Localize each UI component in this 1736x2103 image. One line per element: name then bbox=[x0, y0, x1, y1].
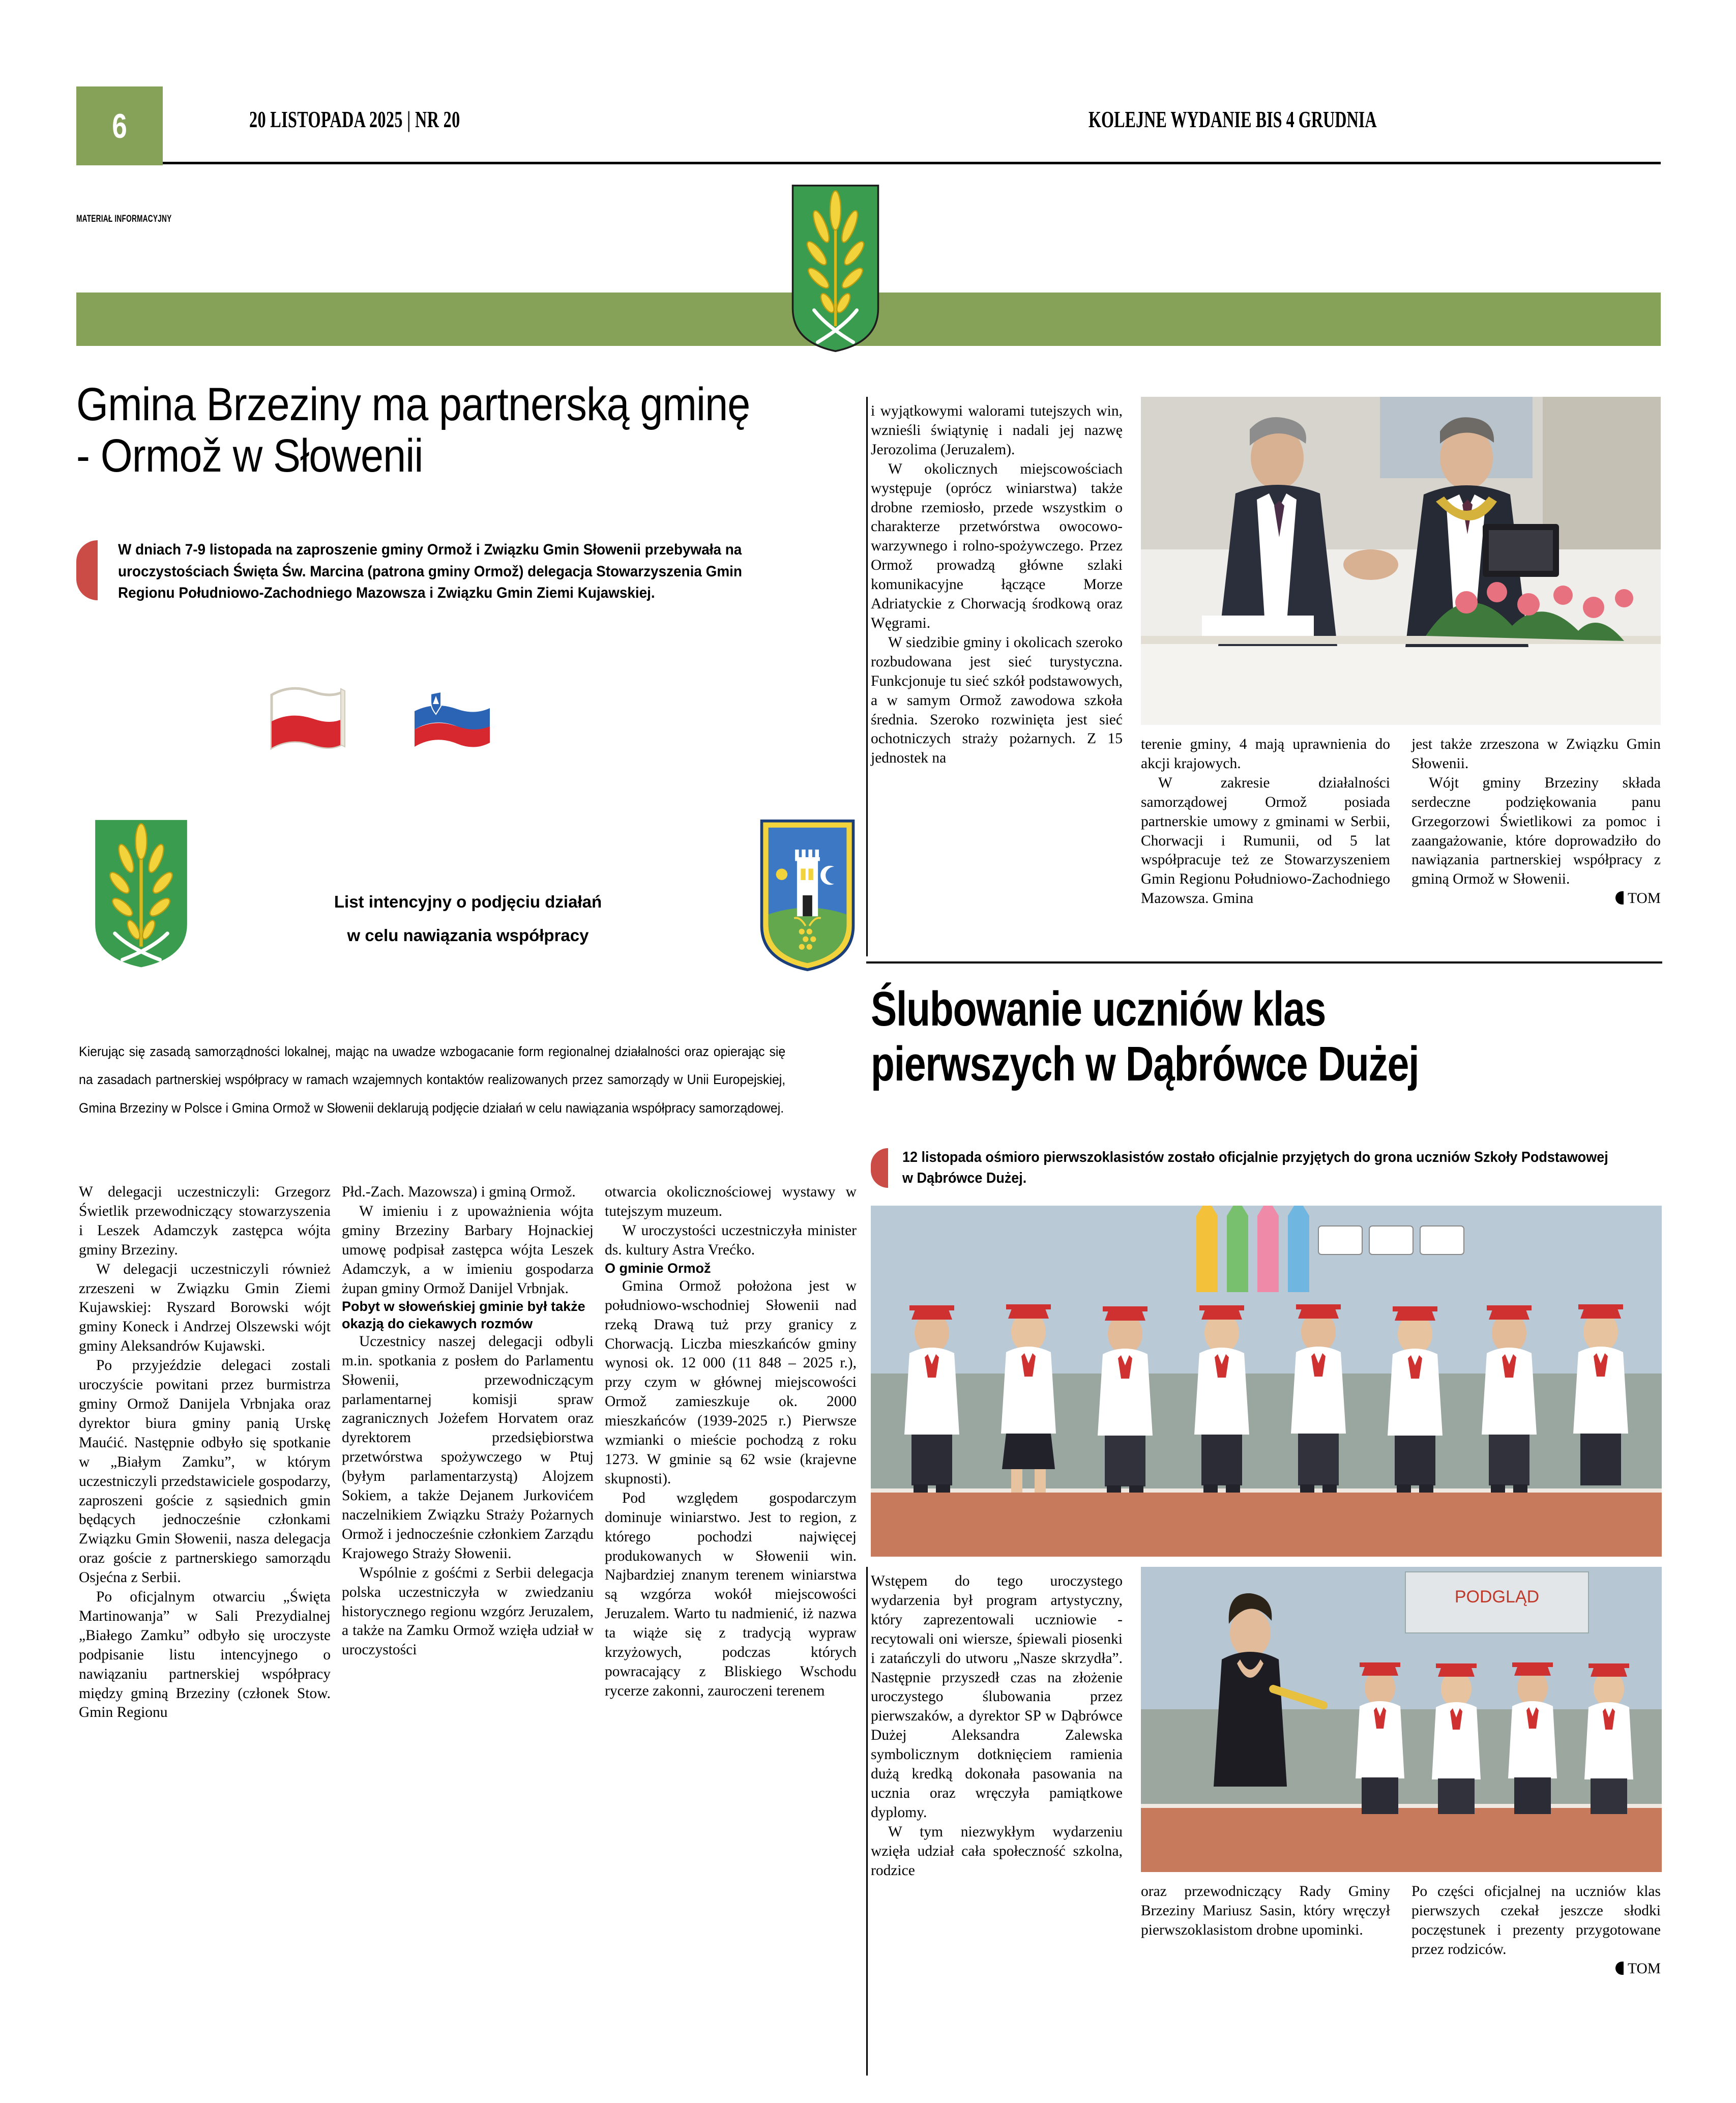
paragraph: Wspólnie z gośćmi z Serbii delegacja polska uczestniczyła w zwiedzaniu historycznego regionu wzgórz Jeruzalem, a także na Zamku Ormož wzięła udział w uroczystości bbox=[342, 1564, 594, 1658]
byline-text: TOM bbox=[1627, 1960, 1661, 1977]
article1-byline bbox=[1411, 889, 1661, 909]
article1-column-3 bbox=[605, 1183, 857, 2068]
paragraph: oraz przewodniczący Rady Gminy Brzeziny Mariusz Sasin, który wręczył pierwszoklasistom drobne upominki. bbox=[1141, 1883, 1390, 1938]
article2-headline-line2: pierwszych w Dąbrówce Dużej bbox=[871, 1036, 1419, 1091]
article2-byline bbox=[1411, 1960, 1661, 1979]
paragraph: Po przyjeździe delegaci zostali uroczyście powitani przez burmistrza gminy Ormož Danijela Vrbnjaka oraz dyrektor biura gminy panią Urskę Maućić. Następnie odbyło się spotkanie w „Białym Zamku”, w którym uczestniczyli przedstawiciele gospodarzy, zaproszeni goście z sąsiednich gmin będących jednocześnie członkami Związku Gmin Słowenii, nasza delegacja oraz goście z partnerskiego samorządu Osjećna z Serbii. bbox=[79, 1357, 331, 1586]
banner-word-gmina: GMINA bbox=[554, 11, 708, 42]
flags-row bbox=[264, 677, 621, 804]
paragraph: W delegacji uczestniczyli również zrzeszeni w Związku Gmin Ziemi Kujawskiej: Ryszard Borowski wójt gminy Koneck i Andrzej Olszewski wójt gminy Aleksandrów Kujawski. bbox=[79, 1261, 331, 1355]
byline-text: TOM bbox=[1627, 890, 1661, 907]
article2-lead bbox=[871, 1147, 1664, 1189]
article2-column-3 bbox=[1411, 1882, 1661, 2076]
coa-caption-line1: List intencyjny o podjęciu działań bbox=[334, 892, 602, 911]
lead-accent-bar bbox=[76, 540, 98, 600]
banner-word-brzeziny: BRZEZINY bbox=[931, 11, 1164, 42]
paragraph: Uczestnicy naszej delegacji odbyli m.in. spotkania z posłem do Parlamentu Słowenii, przewodniczącym parlamentarnej komisji spraw zagranicznych Jożefem Horvatem oraz dyrektorem przedsiębiorstwa przetwórstwa spożywczego w Ptuj (byłym parlamentarzystą) Alojzem Sokiem, a także Dejanem Jurkovićem naczelnikiem Związku Straży Pożarnych Ormož i jednocześnie członkiem Zarządu Krajowego Straży Słowenii. bbox=[342, 1333, 594, 1562]
coa-caption-line2: w celu nawiązania współpracy bbox=[347, 926, 589, 945]
article2-headline bbox=[871, 982, 1506, 1091]
article1-headline bbox=[76, 379, 757, 482]
article2-lead-text: 12 listopada ośmioro pierwszoklasistów zostało oficjalnie przyjętych do grona uczniów Szkoły Podstawowej w Dąbrówce Dużej. bbox=[902, 1149, 1608, 1187]
photo-first-graders-group bbox=[871, 1206, 1662, 1557]
photo-signing-ceremony bbox=[1141, 397, 1661, 725]
article1-intro-declaration: Kierując się zasadą samorządności lokalnej, mając na uwadze wzbogacanie form regionalnej działalności oraz opierając się na zasadach partnerskiej współpracy w ramach wzajemnych kontaktów realizowanych przez samorządy w Unii Europejskiej, Gmina Brzeziny w Polsce i Gmina Ormož w Słowenii deklarują podjęcie działań w celu nawiązania współpracy samorządowej. bbox=[79, 1044, 786, 1116]
page-number: 6 bbox=[112, 106, 127, 145]
article1-subheading-o-gminie: O gminie Ormož bbox=[605, 1260, 711, 1276]
article1-lead-text: W dniach 7-9 listopada na zaproszenie gminy Ormož i Związku Gmin Słowenii przebywała na uroczystościach Święta Św. Marcina (patrona gminy Ormož) delegacja Stowarzyszenia Gmin Regionu Południowo-Zachodniego Mazowsza i Związku Gmin Ziemi Kujawskiej. bbox=[118, 541, 742, 602]
article2-column-1 bbox=[871, 1572, 1123, 2076]
paragraph: Po części oficjalnej na uczniów klas pierwszych czekał jeszcze słodki poczęstunek i prezenty przygotowane przez rodziców. bbox=[1411, 1883, 1661, 1958]
paragraph: i wyjątkowymi walorami tutejszych win, wznieśli świątynię i nadali jej nazwę Jerozolima (Jeruzalem). bbox=[871, 403, 1123, 458]
paragraph: Gmina Ormož położona jest w południowo-wschodniej Słowenii nad rzeką Drawą tuż przy granicy z Chorwacją. Liczba mieszkańców gminy wynosi ok. 12 000 (11 848 – 2025 r.), przy czym w głównej miejscowości Ormož zamieszkuje ok. 2000 mieszkańców (1939-2025 r.) Pierwsze wzmianki o mieście pochodzą z roku 1273. W gminie są 62 wsie (krajevne skupnosti). bbox=[605, 1277, 857, 1487]
paragraph: W imieniu i z upoważnienia wójta gminy Brzeziny Barbary Hojnackiej umowę podpisał zastępca wójta Leszek Adamczyk, a w imieniu gospodarza żupan gminy Ormož Danijel Vrbnjak. bbox=[342, 1203, 594, 1297]
brzeziny-coat-of-arms-large-icon bbox=[94, 819, 188, 969]
byline-bullet-icon bbox=[1615, 1962, 1624, 1975]
slovenia-flag-icon bbox=[409, 677, 496, 773]
paragraph: W zakresie działalności samorządowej Ormož posiada partnerskie umowy z gminami w Serbii, Chorwacji i Rumunii, od 5 lat współpracuje też ze Stowarzyszeniem Gmin Regionu Południowo-Zachodniego Mazowsza. Gmina bbox=[1141, 774, 1390, 907]
article-separator-rule bbox=[866, 961, 1662, 963]
paragraph: W tym niezwykłym wydarzeniu wzięła udział cała społeczność szkolna, rodzice bbox=[871, 1823, 1123, 1879]
article1-right-column-a bbox=[871, 402, 1123, 860]
byline-bullet-icon bbox=[1615, 891, 1624, 904]
svg-text:PODGLĄD: PODGLĄD bbox=[1454, 1587, 1540, 1607]
article1-lead bbox=[76, 539, 849, 604]
article1-subheading-rozmowy: Pobyt w słoweńskiej gminie był także okazją do ciekawych rozmów bbox=[342, 1299, 585, 1331]
article1-right-column-c bbox=[1411, 735, 1661, 967]
lead2-accent-bar bbox=[871, 1148, 888, 1188]
masthead-rule bbox=[163, 162, 1661, 164]
article1-column-2 bbox=[342, 1183, 594, 2068]
article1-headline-line2: - Ormož w Słowenii bbox=[76, 430, 423, 482]
paragraph: otwarcia okolicznościowej wystawy w tutejszym muzeum. bbox=[605, 1184, 857, 1219]
paragraph: W uroczystości uczestniczyła minister ds. kultury Astra Vrećko. bbox=[605, 1222, 857, 1258]
paragraph: terenie gminy, 4 mają uprawnienia do akcji krajowych. bbox=[1141, 736, 1390, 772]
paragraph: W siedzibie gminy i okolicach szeroko rozbudowana jest sieć turystyczna. Funkcjonuje tu sieć szkół podstawowych, a w samym Ormož zawodowa szkoła średnia. Szeroko rozwinięta jest sieć ochotniczych straży pożarnych. Z 15 jednostek na bbox=[871, 634, 1123, 767]
paragraph: W delegacji uczestniczyli: Grzegorz Świetlik przewodniczący stowarzyszenia i Leszek Adamczyk zastępca wójta gminy Brzeziny. bbox=[79, 1184, 331, 1258]
issue-date-line: 20 LISTOPADA 2025 | NR 20 bbox=[249, 106, 460, 132]
paragraph: Wójt gminy Brzeziny składa serdeczne podziękowania panu Grzegorzowi Świetlikowi za pomoc i zaangażowanie, które doprowadziło do nawiązania partnerskiej współpracy z gminą Ormož w Słowenii. bbox=[1411, 774, 1661, 888]
page-number-box bbox=[76, 86, 163, 165]
article1-right-column-b bbox=[1141, 735, 1390, 967]
article1-column-1 bbox=[79, 1183, 331, 2068]
column-divider bbox=[866, 397, 868, 956]
paragraph: Płd.-Zach. Mazowsza) i gminą Ormož. bbox=[342, 1184, 576, 1200]
paragraph: Wstępem do tego uroczystego wydarzenia był program artystyczny, który zaprezentowali uczniowie - recytowali oni wiersze, śpiewali piosenki i zatańczyli do utworu „Nasze skrzydła”. Następnie przyszedł czas na złożenie uroczystego ślubowania przez pierwszaków, a dyrektor SP w Dąbrówce Dużej Aleksandra Zalewska symbolicznym dotknięciem ramienia dużą kredką dokonała pasowania na ucznia oraz wręczyła pamiątkowe dyplomy. bbox=[871, 1573, 1123, 1821]
brzeziny-coat-of-arms-icon bbox=[791, 183, 880, 354]
masthead bbox=[0, 86, 1736, 163]
next-edition-note: KOLEJNE WYDANIE BIS 4 GRUDNIA bbox=[1088, 106, 1377, 132]
paragraph: Po oficjalnym otwarciu „Święta Martinowanja” w Sali Prezydialnej „Białego Zamku” odbyło się uroczyste podpisanie listu intencyjnego o nawiązaniu partnerskiej współpracy między gminą Brzeziny (członek Stow. Gmin Regionu bbox=[79, 1589, 331, 1721]
article1-body-columns bbox=[79, 1183, 865, 2068]
material-label: MATERIAŁ INFORMACYJNY bbox=[76, 214, 172, 224]
photo-pasowanie-ceremony bbox=[1141, 1567, 1662, 1872]
poland-flag-icon bbox=[264, 677, 351, 773]
article2-column-2 bbox=[1141, 1882, 1390, 2076]
paragraph: W okolicznych miejscowościach występuje (oprócz winiarstwa) także drobne rzemiosło, przede wszystkim o charakterze przetwórstwa owocowo-warzywnego i rolno-spożywczego. Przez Ormož prowadzą główne szlaki komunikacyjne łączące Morze Adriatyckie z Chorwacją środkową oraz Węgrami. bbox=[871, 460, 1123, 631]
ormoz-coat-of-arms-icon bbox=[758, 819, 857, 972]
paragraph: jest także zrzeszona w Związku Gmin Słowenii. bbox=[1411, 736, 1661, 772]
article1-headline-line1: Gmina Brzeziny ma partnerską gminę bbox=[76, 378, 750, 430]
article2-headline-line1: Ślubowanie uczniów klas bbox=[871, 982, 1326, 1036]
coat-of-arms-caption bbox=[275, 885, 661, 952]
paragraph: Pod względem gospodarczym dominuje winiarstwo. Jest to region, z którego pochodzi najwięcej produkowanych w Słowenii win. Najbardziej znanym terenem winiarstwa są wzgórza wokół miejscowości Jeruzalem. Warto tu nadmienić, iż nazwa ta wiąże się z tradycją wypraw krzyżowych, podczas których powracający z Bliskiego Wschodu rycerze zakonni, zauroczeni terenem bbox=[605, 1489, 857, 1699]
column-divider-2 bbox=[866, 1567, 868, 2076]
